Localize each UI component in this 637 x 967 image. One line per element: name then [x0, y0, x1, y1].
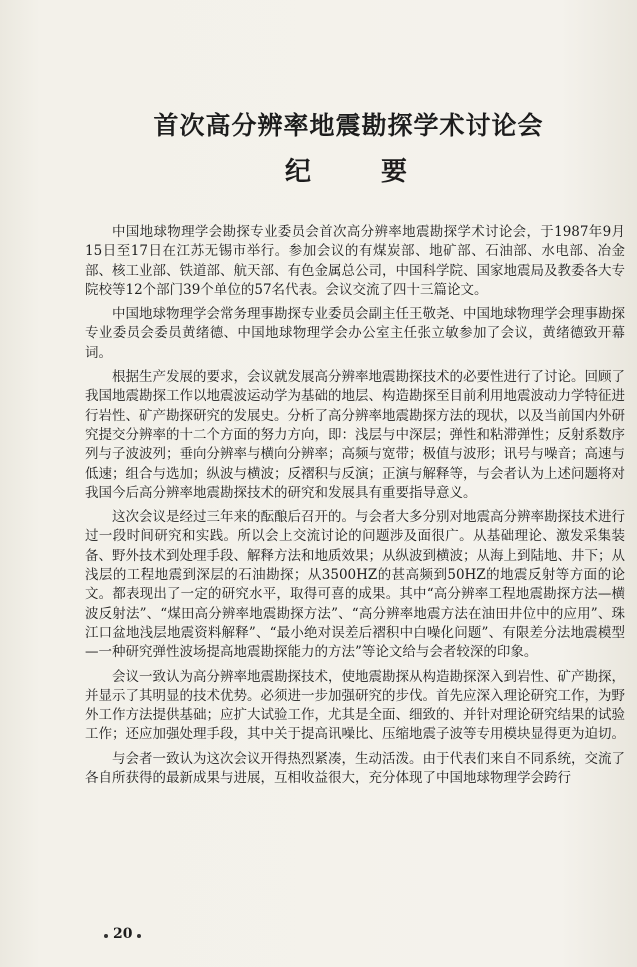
paragraph-3: 根据生产发展的要求，会议就发展高分辨率地震勘探技术的必要性进行了讨论。回顾了我国地震勘探工作以地震波运动学为基础的地层、构造勘探至目前利用地震波动力学特征进行岩性、矿产勘探研究的发展史。分析了高分辨率地震勘探方法的现状，以及当前国内外研究提交分辨率的十二个方面的努力方向，即：浅层与中深层；弹性和粘滞弹性；反射系数序列与子波波列；垂向分辨率与横向分辨率；高频与宽带；极值与波形；讯号与噪音；高速与低速；组合与选加；纵波与横波；反褶积与反演；正演与解释等，与会者认为上述问题将对我国今后高分辨率地震勘探技术的研究和发展具有重要指导意义。: [85, 369, 625, 501]
paragraph-4: 这次会议是经过三年来的酝酿后召开的。与会者大多分别对地震高分辨率勘探技术进行过一段时间研究和实践。所以会上交流讨论的问题涉及面很广。从基础理论、激发采集装备、野外技术到处理手段、解释方法和地质效果；从纵波到横波；从海上到陆地、井下；从浅层的工程地震到深层的石油勘探；从3500HZ的甚高频到50HZ的地震反射等方面的论文。都表现出了一定的研究水平，取得可喜的成果。其中“高分辨率工程地震勘探方法—横波反射法”、“煤田高分辨率地震勘探方法”、“高分辨率地震方法在油田井位中的应用”、珠江口盆地浅层地震资料解释”、“最小绝对误差后褶积中白噪化问题”、有限差分法地震模型—一种研究弹性波场提高地震勘探能力的方法”等论文给与会者较深的印象。: [85, 509, 625, 661]
document-subtitle: 纪要: [284, 157, 477, 187]
page-number-dot-right: [137, 934, 141, 938]
paragraph-5: 会议一致认为高分辨率地震勘探技术，使地震勘探从构造勘探深入到岩性、矿产勘探，并显示了其明显的技术优势。必须进一步加强研究的步伐。首先应深入理论研究工作，为野外工作方法提供基础；应扩大试验工作，尤其是全面、细致的、并针对理论研究结果的试验工作；还应加强处理手段，其中关于提高讯噪比、压缩地震子波等专用模块显得更为迫切。: [85, 668, 625, 743]
document-body: [85, 223, 625, 793]
paragraph-1: 中国地球物理学会勘探专业委员会首次高分辨率地震勘探学术讨论会，于1987年9月15日至17日在江苏无锡市举行。参加会议的有煤炭部、地矿部、石油部、水电部、冶金部、核工业部、铁道部、航天部、有色金属总公司，中国科学院、国家地震局及教委各大专院校等12个部门39个单位的57名代表。会议交流了四十三篇论文。: [85, 224, 625, 298]
paragraph-6: 与会者一致认为这次会议开得热烈紧凑，生动活泼。由于代表们来自不同系统，交流了各自所获得的最新成果与进展，互相收益很大，充分体现了中国地球物理学会跨行: [85, 750, 625, 787]
page-number-dot-left: [104, 934, 108, 938]
paragraph-2: 中国地球物理学会常务理事勘探专业委员会副主任王敬尧、中国地球物理学会理事勘探专业委员会委员黄绪德、中国地球物理学会办公室主任张立敏参加了会议，黄绪德致开幕词。: [85, 306, 625, 361]
page-number: 20: [113, 926, 133, 942]
document-title: 首次高分辨率地震勘探学术讨论会: [153, 111, 544, 140]
